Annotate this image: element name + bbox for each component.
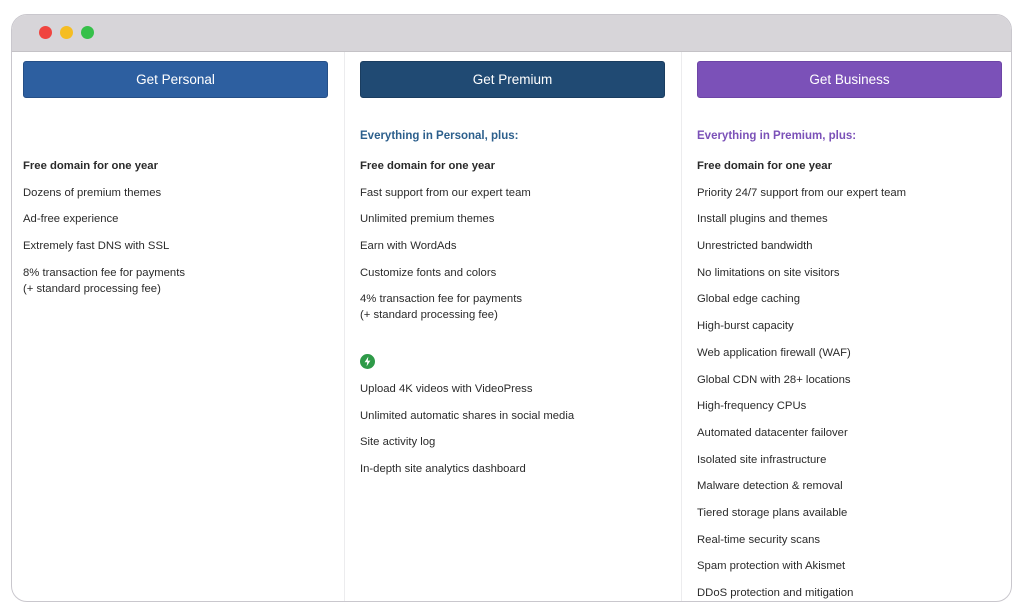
feature-item — [23, 265, 328, 297]
feature-item: Malware detection & removal — [697, 480, 843, 493]
feature-item: In-depth site analytics dashboard — [360, 463, 526, 476]
extra-feature-list — [360, 381, 665, 488]
plan-includes-label: Everything in Personal, plus: — [360, 130, 519, 142]
feature-list — [697, 158, 1002, 602]
feature-item: Web application firewall (WAF) — [697, 346, 851, 359]
feature-item: High-burst capacity — [697, 320, 794, 333]
feature-note: (+ standard processing fee) — [23, 282, 161, 295]
lightning-bolt-icon — [360, 354, 375, 369]
get-personal-button[interactable]: Get Personal — [23, 61, 328, 98]
plan-column-premium — [360, 52, 665, 601]
feature-item: High-frequency CPUs — [697, 400, 807, 413]
feature-item: Ad-free experience — [23, 213, 119, 226]
feature-item: Free domain for one year — [23, 160, 158, 172]
column-divider — [344, 52, 345, 601]
window-titlebar — [12, 15, 1011, 52]
feature-item: Unlimited premium themes — [360, 213, 495, 226]
plans-comparison — [12, 52, 1011, 601]
lightning-bolt-icon-svg — [360, 354, 375, 369]
feature-item: Tiered storage plans available — [697, 506, 848, 519]
feature-list — [360, 158, 665, 334]
feature-list — [23, 158, 328, 307]
feature-item: Free domain for one year — [360, 160, 495, 172]
feature-item: Global CDN with 28+ locations — [697, 373, 851, 386]
feature-item: Global edge caching — [697, 293, 801, 306]
close-window-button[interactable] — [39, 26, 52, 39]
feature-item: Fast support from our expert team — [360, 186, 531, 199]
feature-item: Automated datacenter failover — [697, 426, 848, 439]
feature-item: Real-time security scans — [697, 533, 821, 546]
feature-item: Unrestricted bandwidth — [697, 240, 813, 253]
feature-item: Free domain for one year — [697, 160, 832, 172]
browser-window — [11, 14, 1012, 602]
feature-item: No limitations on site visitors — [697, 266, 840, 279]
plan-includes-label: Everything in Premium, plus: — [697, 130, 857, 142]
minimize-window-button[interactable] — [60, 26, 73, 39]
feature-item: Earn with WordAds — [360, 240, 457, 253]
get-premium-button[interactable]: Get Premium — [360, 61, 665, 98]
feature-item: Extremely fast DNS with SSL — [23, 240, 170, 253]
plan-column-personal — [23, 52, 328, 601]
feature-note: (+ standard processing fee) — [360, 309, 498, 322]
plan-column-business — [697, 52, 1002, 601]
feature-item: Spam protection with Akismet — [697, 560, 846, 573]
feature-item: DDoS protection and mitigation — [697, 587, 854, 599]
get-business-button[interactable]: Get Business — [697, 61, 1002, 98]
feature-text: 8% transaction fee for payments — [23, 266, 186, 279]
column-divider — [681, 52, 682, 601]
feature-item: Unlimited automatic shares in social media — [360, 409, 575, 422]
feature-item: Site activity log — [360, 436, 436, 449]
feature-item: Dozens of premium themes — [23, 186, 162, 199]
feature-item: Priority 24/7 support from our expert team — [697, 186, 907, 199]
feature-item: Customize fonts and colors — [360, 266, 497, 279]
feature-text: 4% transaction fee for payments — [360, 293, 523, 306]
feature-item: Install plugins and themes — [697, 213, 828, 226]
zoom-window-button[interactable] — [81, 26, 94, 39]
feature-item: Upload 4K videos with VideoPress — [360, 383, 533, 395]
feature-item — [360, 291, 665, 323]
feature-item: Isolated site infrastructure — [697, 453, 827, 466]
